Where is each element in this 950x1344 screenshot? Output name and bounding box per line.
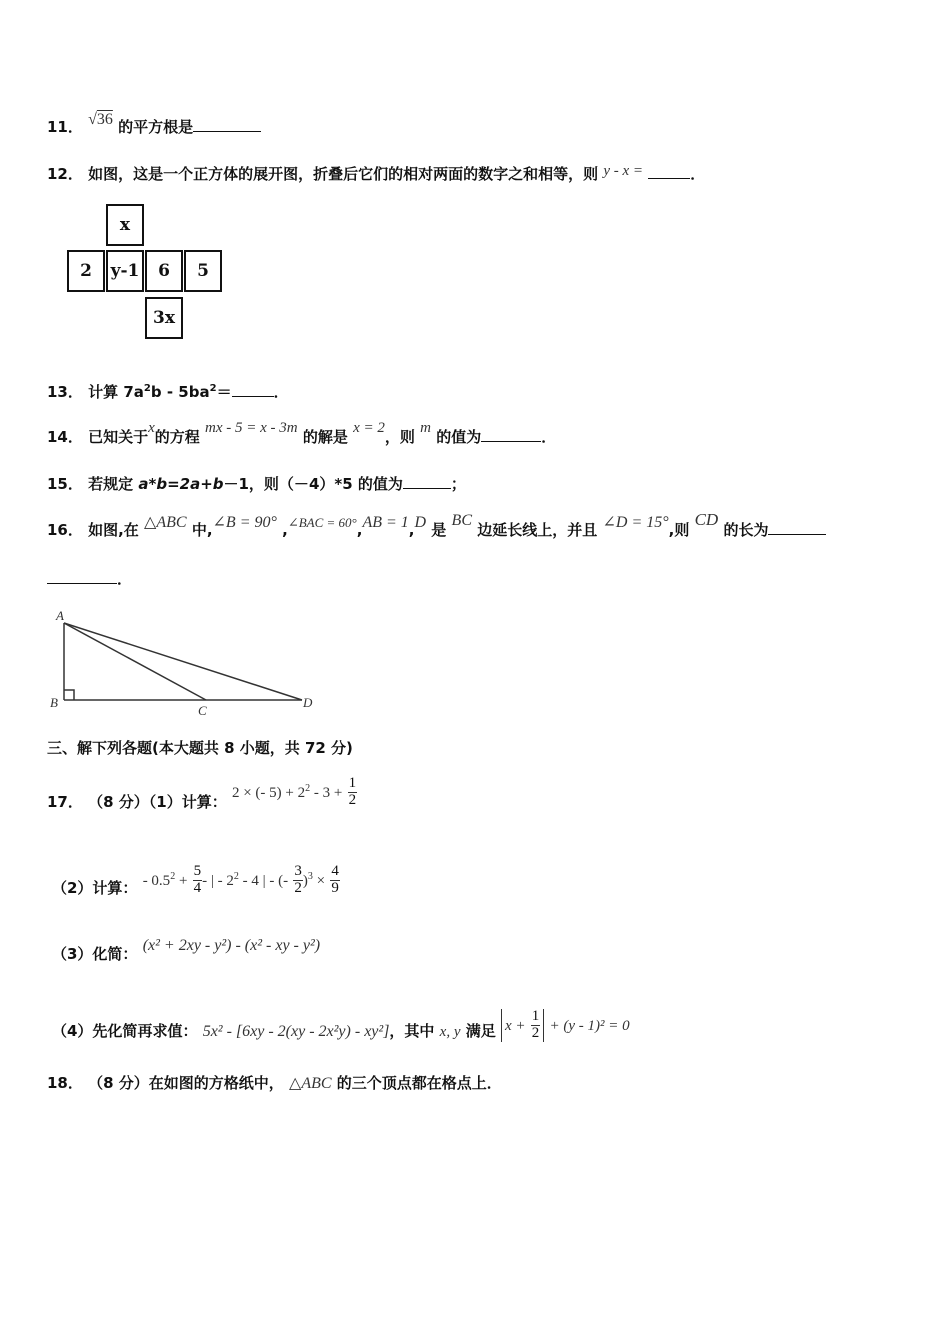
q12-expression: y - x = [603,163,644,179]
numerator: 3 [294,863,302,879]
segment-ab: AB = 1 [362,514,409,531]
question-11 [47,111,261,137]
part-label: （3）化简： [52,945,138,963]
sep: , [282,521,288,539]
right-angle-mark [64,690,74,700]
net-cell-top: x [106,204,144,246]
denominator: 2 [348,791,357,808]
exponent: 2 [209,383,217,394]
net-cell: 2 [67,250,105,292]
q14-text: 的方程 [154,428,200,446]
numerator: 5 [193,863,202,879]
points: （8 分） [88,792,149,811]
answer-blank [481,440,541,442]
absolute-value [501,1009,544,1042]
expression-2 [142,863,340,896]
q12-end: ． [690,165,706,183]
q14-text: ，则 [384,428,415,446]
q-number: 18． [47,1074,83,1092]
q18-text: 的三个顶点都在格点上． [336,1074,502,1092]
q13-expr: b - 5ba [150,383,210,401]
points: （8 分） [88,1074,149,1092]
angle-d: ∠D = 15° [602,514,669,531]
expr-part: + [175,872,188,889]
question-17-part-3 [52,937,321,964]
label-b: B [50,695,58,710]
net-cell: 6 [145,250,183,292]
q-number: 13． [47,383,83,401]
condition [501,1009,630,1042]
q16-end: ． [117,570,133,588]
numerator: 1 [348,775,357,791]
q-number: 14． [47,428,83,446]
label-d: D [303,695,313,710]
fraction [531,1009,541,1042]
q16-text: 如图,在 [88,521,139,539]
point-d: D [414,514,427,531]
q16-text: ,则 [668,521,690,539]
triangle-figure [40,605,330,720]
q15-text: 若规定 [88,475,134,493]
question-14 [47,420,557,447]
exponent: 3 [307,870,313,882]
numerator: 4 [331,863,339,879]
q16-text: 是 [431,521,447,539]
part-label: （1）计算： [148,792,227,811]
question-16-continued [47,568,132,589]
expr-part: × [312,872,326,889]
q11-text: 的平方根是 [118,118,194,136]
segment-ad-line [64,623,302,700]
expr-part: 2 × (- 5) + 2 [231,784,306,801]
question-16 [47,510,826,540]
fraction [348,776,358,809]
label-c: C [198,703,207,718]
q-number: 12． [47,165,83,183]
q13-end: ． [273,383,289,401]
net-cell: 5 [184,250,222,292]
q16-text: 的长为 [723,521,769,539]
segment-bc: BC [451,512,472,529]
net-cell-bottom: 3x [145,297,183,339]
section-3-heading: 三、解下列各题(本大题共 8 小题，共 72 分) [47,739,353,757]
exponent: 2 [170,870,176,882]
expr-part: - | - 2 [202,872,234,889]
question-17-part-1 [47,775,357,819]
answer-blank [648,177,690,179]
q17-text: 满足 [465,1021,496,1040]
denominator: 9 [331,879,339,896]
net-cell: y-1 [106,250,144,292]
q12-text: 如图，这是一个正方体的展开图，折叠后它们的相对两面的数字之和相等，则 [88,165,599,183]
answer-blank [768,533,826,535]
q16-text: 边延长线上，并且 [477,521,598,539]
var-m: m [420,420,431,436]
question-17-part-4 [52,1008,630,1048]
denominator: 2 [294,879,302,896]
q14-text: 的值为 [436,428,482,446]
operation-def: a*b=2a+b [138,475,224,493]
q17-text: ，其中 [389,1021,435,1040]
solution: x = 2 [353,420,385,436]
expression-4: 5x² - [6xy - 2(xy - 2x²y) - xy²] [202,1022,390,1040]
expr-part: - 0.5 [142,872,171,889]
expression-3: (x² + 2xy - y²) - (x² - xy - y²) [142,937,321,954]
numerator: 1 [531,1008,540,1024]
exponent: 2 [233,870,239,882]
triangle: △ABC [144,514,187,531]
angle-bac: ∠BAC = 60° [287,515,357,530]
equals: ＝ [216,383,232,401]
answer-blank [47,582,117,584]
q-number: 17． [47,792,83,811]
equation: mx - 5 = x - 3m [205,420,298,436]
expr-part: ) [302,872,308,889]
part-label: （4）先化简再求值： [52,1021,198,1040]
q13-text: 计算 7a [88,383,144,401]
fraction [330,864,340,897]
q15-text: －1，则（－4）*5 的值为 [223,475,403,493]
cond-expr: + (y - 1)² = 0 [549,1017,630,1034]
question-12 [47,163,705,184]
question-15 [47,473,466,494]
question-13 [47,381,289,402]
expr-part: - 3 + [310,784,343,801]
q-number: 16． [47,521,83,539]
sqrt-expression: √36 [88,111,113,128]
part-label: （2）计算： [52,878,138,897]
question-18 [47,1072,502,1093]
q-number: 11． [47,118,83,136]
fraction [193,864,203,897]
q-number: 15． [47,475,83,493]
triangle: △ABC [289,1075,332,1092]
question-17-part-2 [52,863,340,905]
denominator: 2 [531,1024,540,1041]
q14-end: ． [541,428,557,446]
exponent: 2 [305,782,311,794]
expr-part: - 4 | - (- [238,872,289,889]
answer-blank [403,487,451,489]
q16-text: 中, [191,521,213,539]
angle-b: ∠B = 90° [212,514,277,531]
fraction [293,864,303,897]
sep: , [356,521,363,539]
cond-expr: x + [504,1017,526,1034]
q14-text: 的解是 [302,428,348,446]
q14-text: 已知关于 [88,428,149,446]
exponent: 2 [143,383,151,394]
q18-text: 在如图的方格纸中， [148,1074,284,1092]
label-a: A [56,608,64,623]
answer-blank [193,130,261,132]
segment-cd: CD [694,510,719,529]
sep: , [408,521,415,539]
expression-1 [231,775,357,808]
q15-end: ； [450,475,466,493]
variables: x, y [439,1023,461,1040]
var-x: x [148,420,155,436]
denominator: 4 [193,879,202,896]
answer-blank [232,395,274,397]
